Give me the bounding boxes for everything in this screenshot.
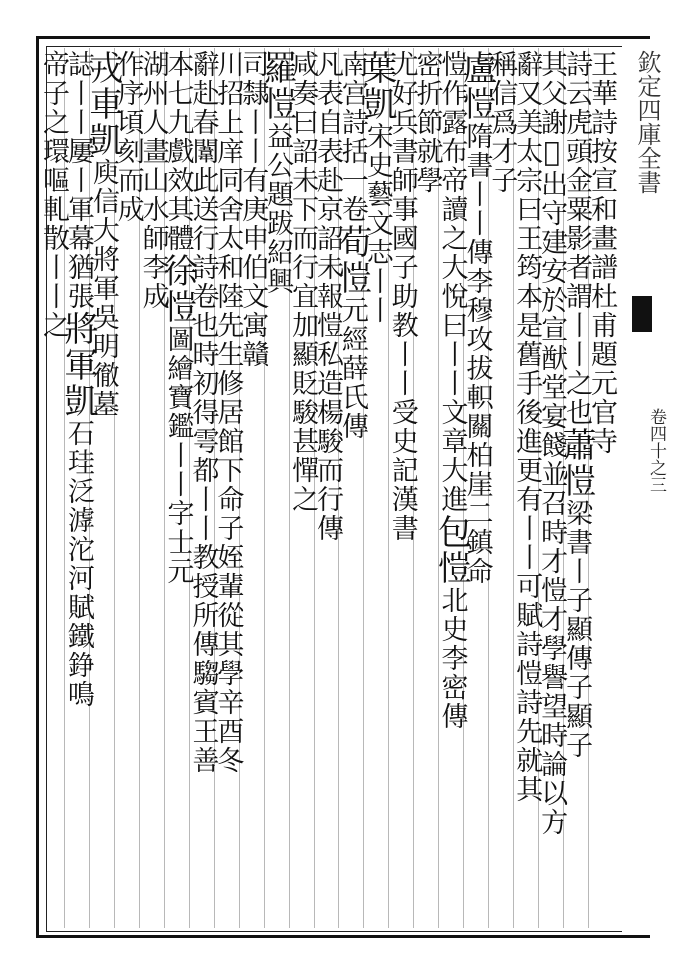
text-segment: 愷 xyxy=(431,550,472,586)
text-segment: 稱信爲才子 xyxy=(486,50,518,195)
text-segment: 圖繪寶鑑丨丨字士元 xyxy=(162,325,194,586)
text-segment: 愷 xyxy=(157,289,198,325)
book-title-margin: 欽定四庫全書 xyxy=(633,50,661,194)
text-segment: 愷 xyxy=(556,463,597,499)
text-segment: 詩云虎頭金粟影者謂丨丨之也 xyxy=(561,50,593,427)
text-segment: 愷才學譽望時論以方 xyxy=(536,576,568,837)
text-segment: 凱 xyxy=(82,122,123,158)
text-segment: 按宣和畫譜杜甫題元官寺 xyxy=(586,137,617,456)
text-segment: 湖州人畫山水師李成 xyxy=(137,50,169,311)
text-segment: 凱 xyxy=(57,383,98,419)
text-segment: 誌丨丨屢丨軍幕猶張 xyxy=(62,50,94,311)
text-segment: 愷 xyxy=(331,260,372,296)
text-segment: 王華詩 xyxy=(586,50,617,137)
text-segment: 司隸丨丨有 xyxy=(237,50,269,195)
text-segment: 辭赴春闈此送行詩卷也時初得雩都丨丨教授所傳騶賓王善 xyxy=(187,50,219,775)
text-segment: 元經薛氏傳 xyxy=(336,296,368,441)
text-segment: 密折節就學 xyxy=(411,50,443,195)
text-column-c23 xyxy=(36,50,70,340)
text-segment: 蕭 xyxy=(556,427,597,463)
text-segment: 作序頃刻而成 xyxy=(112,50,144,224)
text-segment: 徐 xyxy=(157,253,198,289)
text-segment: 軍 xyxy=(57,347,98,383)
text-segment: 尤好兵書師事國子助教丨丨受史記漢書 xyxy=(386,50,418,543)
text-segment: 庾信大將軍吳明徹墓 xyxy=(87,158,119,419)
text-segment: 凡表自表赴京詔未報愷私造楊駿而行傳 xyxy=(312,50,343,543)
text-segment: 益公題跋紹興 xyxy=(262,122,294,296)
text-segment: 羅 xyxy=(257,50,298,86)
text-segment: 戎 xyxy=(82,50,123,86)
text-segment: 北史李密傳 xyxy=(436,586,468,731)
text-segment: 梁書丨子顯傳子顯子 xyxy=(561,499,593,760)
text-segment: 盧 xyxy=(456,50,497,86)
text-segment: 愷 xyxy=(257,86,298,122)
text-segment: 葉 xyxy=(356,50,397,86)
text-segment: 車 xyxy=(82,86,123,122)
text-segment: 賦詩愷詩先就其 xyxy=(511,601,543,804)
text-segment: 包 xyxy=(431,514,472,550)
juan-label: 卷四十之三 xyxy=(646,408,666,493)
text-segment: 凱 xyxy=(356,86,397,122)
text-segment: 帝子之環嘔軋散丨丨之 xyxy=(38,50,69,340)
text-segment: 石珪泛滹沱河賦鐵錚鳴 xyxy=(62,419,94,709)
text-segment: 其父謝𪧐出守建安於宣猷堂宴餞並召時才 xyxy=(536,50,568,576)
text-segment: 庚申伯文寓贛 xyxy=(237,195,269,369)
text-segment: 辭又美太宗曰王筠本是舊手後進更有丨丨可 xyxy=(511,50,543,601)
text-segment: 南宫詩括一卷 xyxy=(336,50,368,224)
text-segment: 將 xyxy=(57,311,98,347)
text-segment: 荀 xyxy=(331,224,372,260)
text-segment: 隋書丨丨傳李穆攻拔軹關柏崖二鎮命 xyxy=(461,122,493,586)
text-segment: 本七九戲效其體 xyxy=(162,50,194,253)
text-segment: 愷 xyxy=(456,86,497,122)
text-segment: 川招上庠同舍太和陸先生修居館下命子姪輩從其學辛酉冬 xyxy=(212,50,244,775)
fishtail-mark xyxy=(632,296,652,332)
text-segment: 宋史藝文志丨丨 xyxy=(361,122,393,325)
text-segment: 咸奏曰詔未下而行宜加顯貶駿甚憚之 xyxy=(287,50,319,514)
text-segment: 愷作露布帝讀之大悅曰丨丨文章大進 xyxy=(436,50,468,514)
